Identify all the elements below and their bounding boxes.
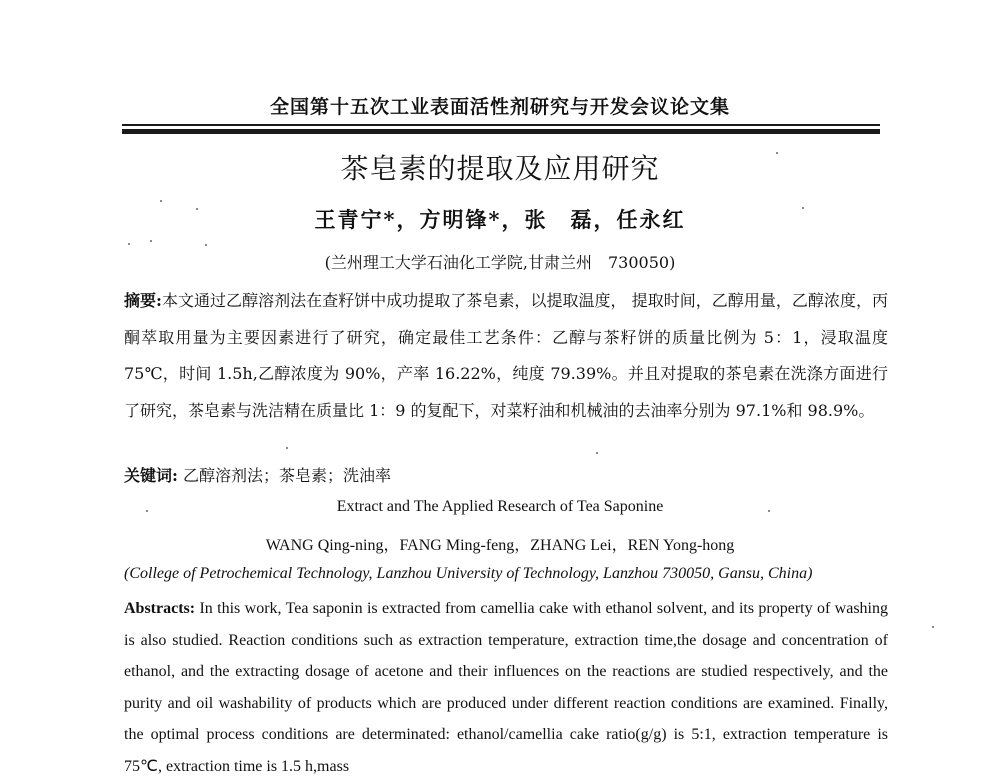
scan-speck (160, 200, 162, 202)
scan-speck (596, 452, 598, 454)
english-affiliation: (College of Petrochemical Technology, Lanzhou University of Technology, Lanzhou 730050, Gansu, China) (124, 565, 813, 582)
scan-speck (802, 207, 804, 209)
author-list: 王青宁*，方明锋*，张 磊，任永红 (314, 207, 686, 232)
scan-speck (776, 152, 778, 154)
english-abstract-text: In this work, Tea saponin is extracted from camellia cake with ethanol solvent, and its property of washing is also studied. Reaction conditions such as extraction temperature, extraction time,the dosage and concentration of ethanol, and the extracting dosage of acetone and their influences on the reactions are studied respectively, and the purity and oil washability of products which are produced under different reaction conditions are examined. Finally, the optimal process conditions are determinated: ethanol/camellia cake ratio(g/g) is 5:1, extraction temperature is 75℃, extraction time is 1.5 h,mass (124, 600, 889, 775)
abstract-text: 本文通过乙醇溶剂法在查籽饼中成功提取了茶皂素，以提取温度， 提取时间，乙醇用量，乙醇浓度，丙酮萃取用量为主要因素进行了研究，确定最佳工艺条件：乙醇与茶籽饼的质量比例为 5：1，浸取温度 75℃，时间 1.5h,乙醇浓度为 90%，产率 16.22%，纯度 79.39%。并且对提取的茶皂素在洗涤方面进行了研究，茶皂素与洗洁精在质量比 1：9 的复配下，对菜籽油和机械油的去油率分别为 97.1%和 98.9%。 (124, 291, 888, 420)
abstract-label: 摘要: (124, 291, 162, 310)
abstract-chinese (124, 283, 888, 429)
running-header: 全国第十五次工业表面活性剂研究与开发会议论文集 (269, 96, 730, 118)
scan-speck (286, 447, 288, 449)
header-rule-thick (122, 129, 880, 134)
english-title: Extract and The Applied Research of Tea Saponine (336, 498, 664, 515)
scan-speck (128, 243, 130, 245)
scan-speck (932, 626, 934, 628)
keywords-label: 关键词: (124, 466, 178, 485)
scan-speck (205, 244, 207, 246)
paper-title: 茶皂素的提取及应用研究 (340, 152, 660, 185)
scan-speck (196, 208, 198, 210)
affiliation: (兰州理工大学石油化工学院,甘肃兰州 730050) (324, 253, 676, 272)
scan-speck (768, 510, 770, 512)
keywords-text: 乙醇溶剂法；茶皂素；洗油率 (183, 466, 392, 485)
scan-speck (150, 240, 152, 242)
abstract-english (124, 593, 888, 782)
english-authors: WANG Qing-ning，FANG Ming-feng，ZHANG Lei，REN Yong-hong (265, 537, 735, 554)
header-rule-thin (122, 124, 880, 126)
scan-speck (146, 510, 148, 512)
keywords (124, 463, 888, 486)
english-abstract-label: Abstracts: (124, 600, 196, 617)
